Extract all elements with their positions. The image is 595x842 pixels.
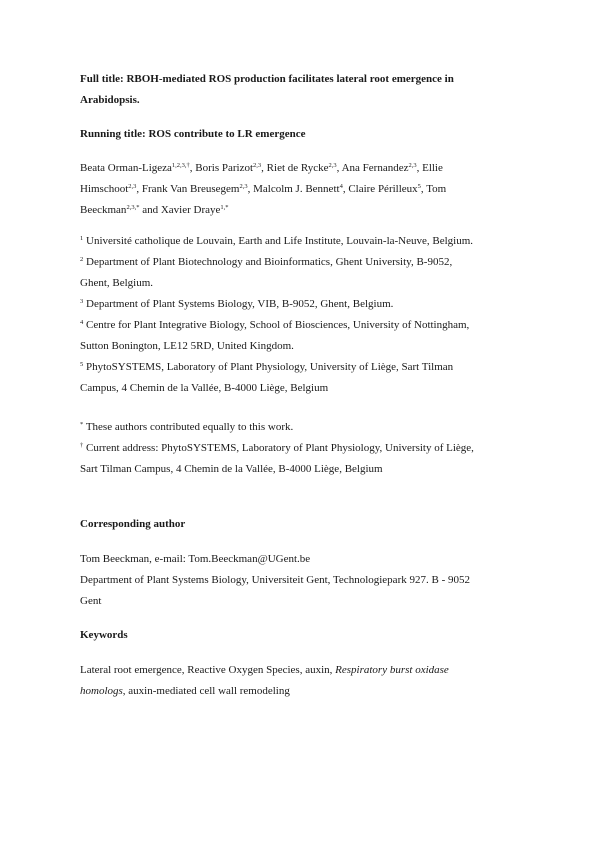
author-line-2: Himschoot$^{2,3}$, Frank Van Breusegem$^{2,3}$, Malcolm J. Bennett$^4$, Claire Périlleux$^5$, Tom xyxy=(80,183,447,195)
full-title-line-1 xyxy=(80,72,454,86)
keywords-text: , auxin-mediated cell wall remodeling xyxy=(122,685,290,697)
author-name: Claire Périlleux xyxy=(348,183,418,195)
corresponding-line-3: Gent xyxy=(80,595,102,607)
author-affiliation-sup: 4 xyxy=(339,183,343,190)
author-name-part: Himschoot xyxy=(80,183,129,195)
keywords-line-1 xyxy=(80,663,449,677)
affiliation-4 xyxy=(80,318,469,332)
note-text: These authors contributed equally to this work. xyxy=(85,421,294,433)
author-affiliation-sup: 1,* xyxy=(220,204,229,211)
author-affiliation-sup: 5 xyxy=(417,183,421,190)
keywords-italic-text: homologs xyxy=(80,685,123,697)
affiliation-text: Université catholique de Louvain, Earth and Life Institute, Louvain-la-Neuve, Belgium. xyxy=(86,235,474,247)
affiliation-text: Centre for Plant Integrative Biology, School of Biosciences, University of Nottingham, xyxy=(86,319,470,331)
author-affiliation-sup: 2,3,* xyxy=(126,204,140,211)
affiliation-number: 5 xyxy=(80,361,84,368)
corresponding-heading: Corresponding author xyxy=(80,518,186,530)
note-symbol: * xyxy=(80,421,84,428)
affiliation-2 xyxy=(80,255,452,269)
author-name: Beata Orman-Ligeza xyxy=(80,162,172,174)
affiliation-5 xyxy=(80,360,453,374)
full-title-text: RBOH-mediated ROS production facilitates lateral root emergence in xyxy=(126,73,454,85)
author-affiliation-sup: 2,3 xyxy=(253,162,262,169)
corresponding-line-1: Tom Beeckman, e-mail: Tom.Beeckman@UGent.be xyxy=(80,553,311,565)
running-title-text: ROS contribute to LR emergence xyxy=(148,128,306,140)
keywords-text: Lateral root emergence, Reactive Oxygen Species, auxin, xyxy=(80,664,333,676)
affiliation-number: 3 xyxy=(80,298,84,305)
affiliation-text: PhytoSYSTEMS, Laboratory of Plant Physiology, University of Liège, Sart Tilman xyxy=(86,361,454,373)
affiliation-number: 1 xyxy=(80,235,84,242)
affiliation-1 xyxy=(80,234,473,248)
author-affiliation-sup: 2,3 xyxy=(328,162,337,169)
author-name: Frank Van Breusegem xyxy=(141,183,240,195)
affiliation-number: 2 xyxy=(80,256,84,263)
affiliation-number: 4 xyxy=(80,319,84,326)
affiliation-text: Department of Plant Systems Biology, VIB, B-9052, Ghent, Belgium. xyxy=(86,298,394,310)
running-title xyxy=(80,127,306,141)
note-equal-contribution xyxy=(80,420,293,434)
affiliation-4-cont: Sutton Bonington, LE12 5RD, United Kingdom. xyxy=(80,340,294,352)
author-affiliation-sup: 2,3 xyxy=(128,183,137,190)
affiliation-2-cont: Ghent, Belgium. xyxy=(80,277,154,289)
author-name: Malcolm J. Bennett xyxy=(253,183,340,195)
author-affiliation-sup: 2,3 xyxy=(239,183,248,190)
authors-and: and xyxy=(142,204,159,216)
affiliation-5-cont: Campus, 4 Chemin de la Vallée, B-4000 Liège, Belgium xyxy=(80,382,329,394)
keywords-line-2 xyxy=(80,684,290,698)
affiliation-text: Department of Plant Biotechnology and Bioinformatics, Ghent University, B-9052, xyxy=(86,256,453,268)
affiliation-3 xyxy=(80,297,393,311)
author-name-part: Ellie xyxy=(422,162,443,174)
full-title-line-2: Arabidopsis. xyxy=(80,94,140,106)
running-title-label: Running title: xyxy=(80,128,146,140)
corresponding-line-2: Department of Plant Systems Biology, Universiteit Gent, Technologiepark 927. B - 9052 xyxy=(80,574,470,586)
full-title-label: Full title: xyxy=(80,73,124,85)
author-affiliation-sup: 2,3 xyxy=(408,162,417,169)
author-line-1: Beata Orman-Ligeza$^{1,2,3,\dagger}$, Boris Parizot$^{2,3}$, Riet de Rycke$^{2,3}$, Ana Fernandez$^{2,3}$, Ellie xyxy=(80,162,443,174)
author-name-part: Tom xyxy=(426,183,447,195)
author-name: Ana Fernandez xyxy=(341,162,409,174)
author-name: Xavier Draye xyxy=(160,204,221,216)
author-name-part: Beeckman xyxy=(80,204,127,216)
author-affiliation-sup: 1,2,3,† xyxy=(171,162,190,169)
author-name: Boris Parizot xyxy=(195,162,254,174)
note-current-address-cont: Sart Tilman Campus, 4 Chemin de la Vallée, B-4000 Liège, Belgium xyxy=(80,463,383,475)
author-line-3 xyxy=(80,203,229,217)
note-text: Current address: PhytoSYSTEMS, Laboratory of Plant Physiology, University of Liège, xyxy=(86,442,474,454)
note-symbol: † xyxy=(80,442,84,449)
note-current-address xyxy=(80,441,474,455)
author-name: Riet de Rycke xyxy=(266,162,329,174)
keywords-heading: Keywords xyxy=(80,629,128,641)
keywords-italic-text: Respiratory burst oxidase xyxy=(335,664,449,676)
